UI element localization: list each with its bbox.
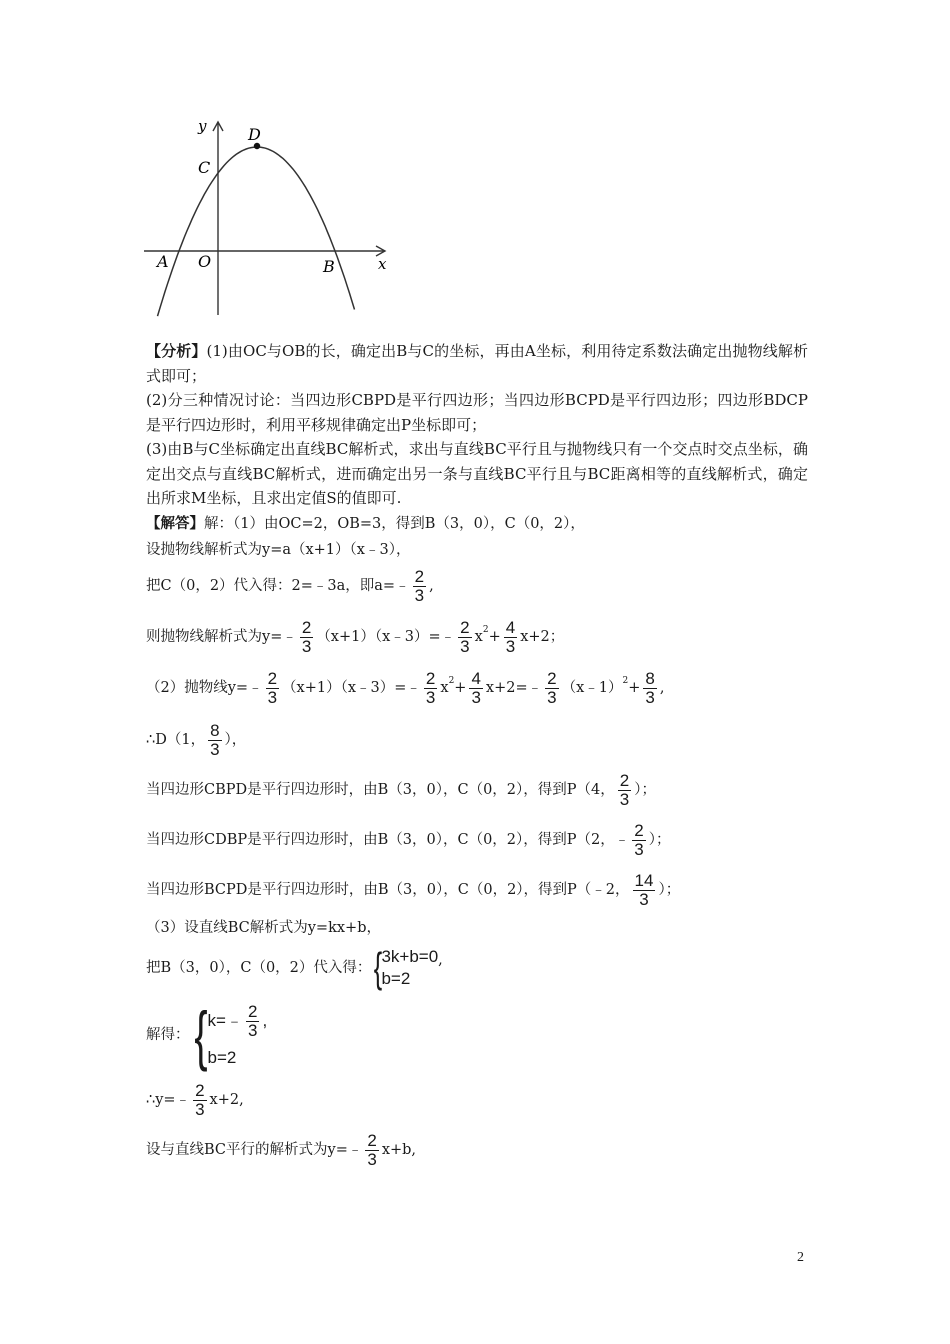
- label-C: C: [198, 158, 211, 177]
- equation-system-1: 3k+b=0 b=2: [381, 947, 439, 988]
- solution-line-7: 当四边形CBPD是平行四边形时，由B（3，0），C（0，2），得到P（4， $\frac{2}{3}$ ）；: [146, 770, 656, 809]
- analysis-p1-text: (1)由OC与OB的长，确定出B与C的坐标，再由A坐标，利用待定系数法确定出抛物线解析式即可；: [146, 342, 808, 385]
- solution-line-14: 设与直线BC平行的解析式为y=﹣ $\frac{2}{3}$ x+b,: [146, 1130, 417, 1169]
- solution-line-11: 把B（3，0），C（0，2）代入得： { 3k+b=0 b=2 ,: [146, 944, 443, 991]
- analysis-p2: (2)分三种情况讨论：当四边形CBPD是平行四边形；当四边形BCPD是平行四边形；四边形BDCP是平行四边形时，利用平移规律确定出P坐标即可；: [146, 391, 808, 434]
- page-number: 2: [797, 1250, 804, 1265]
- label-x: x: [378, 255, 387, 273]
- parabola-curve: [158, 147, 355, 316]
- solution-line-1: [146, 514, 585, 534]
- solution-line-12: 解得： { k=﹣ $\frac{2}{3}$ , b=2: [146, 998, 268, 1072]
- label-D: D: [248, 125, 261, 144]
- solution-line-2: 设抛物线解析式为y=a（x+1）（x﹣3），: [146, 542, 411, 558]
- solution-line-13: ∴y=﹣ $\frac{2}{3}$ x+2,: [146, 1080, 244, 1119]
- solution-l1-text: 解：（1）由OC=2，OB=3，得到B（3，0），C（0，2），: [204, 516, 585, 532]
- equation-system-2: k=﹣ $\frac{2}{3}$ , b=2: [207, 1001, 268, 1067]
- analysis-p3: (3)由B与C坐标确定出直线BC解析式，求出与直线BC平行且与抛物线只有一个交点时交点坐标，确定出交点与直线BC解析式，进而确定出另一条与直线BC平行且与BC距离相等的直线解析式，确定出所求M坐标，且求出定值S的值即可.: [146, 440, 808, 507]
- solution-line-4: 则抛物线解析式为y=﹣ $\frac{2}{3}$ （x+1）（x﹣3）=﹣ $\frac{2}{3}$ x 2 + $\frac{4}{3}$ x+2；: [146, 617, 565, 656]
- solution-line-3: 把C（0，2）代入得：2=﹣3a，即a=﹣ $\frac{2}{3}$ ,: [146, 566, 434, 605]
- solution-line-10: （3）设直线BC解析式为y=kx+b，: [146, 920, 381, 936]
- fraction: $\frac{2}{3}$: [414, 566, 425, 605]
- label-A: A: [157, 252, 169, 271]
- analysis-tag: 【分析】: [146, 342, 207, 360]
- solution-line-8: 当四边形CDBP是平行四边形时，由B（3，0），C（0，2），得到P（2，﹣ $\frac{2}{3}$ ）；: [146, 820, 671, 859]
- label-O: O: [198, 252, 212, 271]
- solution-line-9: 当四边形BCPD是平行四边形时，由B（3，0），C（0，2），得到P（﹣2， $\frac{14}{3}$ ）；: [146, 870, 681, 909]
- analysis-p1: [146, 339, 808, 388]
- label-y: y: [198, 117, 207, 135]
- label-B: B: [323, 257, 335, 276]
- parabola-figure: [140, 115, 400, 320]
- solution-tag: 【解答】: [146, 515, 204, 532]
- solution-line-5: （2）抛物线y=﹣ $\frac{2}{3}$ （x+1）（x﹣3）=﹣ $\frac{2}{3}$ x 2 + $\frac{4}{3}$ x+2=﹣ $\frac{2}{3}$ （x﹣1） 2 + $\frac{8}{3}$ ,: [146, 668, 665, 707]
- solution-line-6: ∴D（1， $\frac{8}{3}$ ），: [146, 720, 247, 759]
